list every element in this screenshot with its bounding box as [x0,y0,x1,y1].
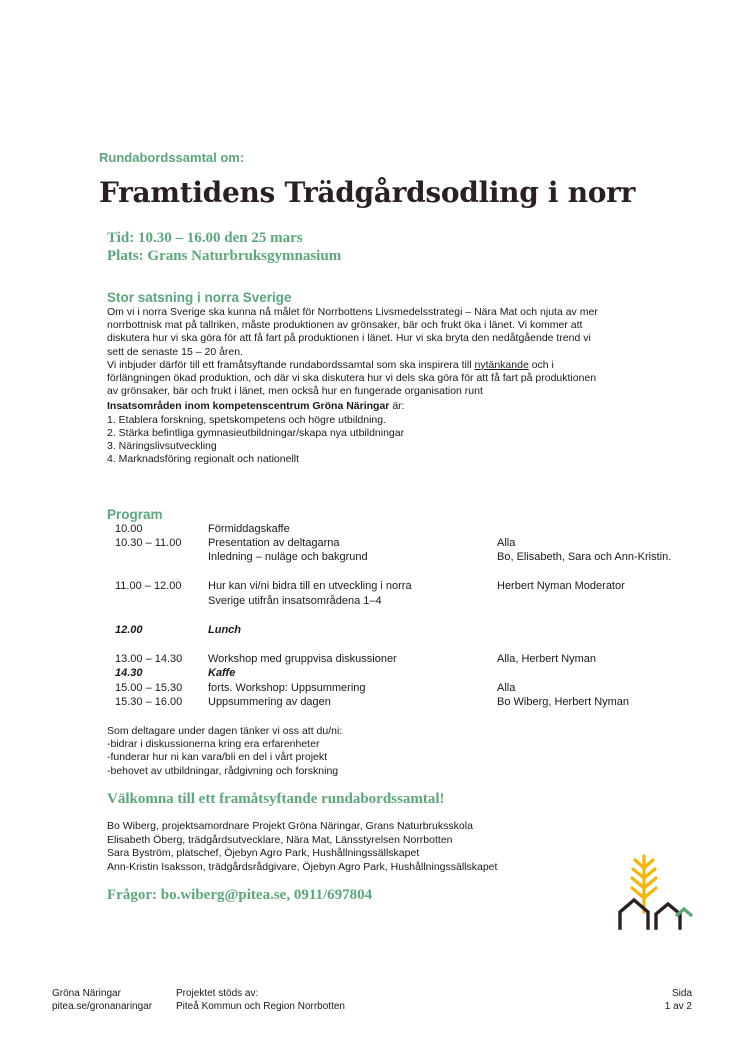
focus-bold: Insatsområden inom kompetenscentrum Gröna Näringar [107,400,390,413]
organizer: Bo Wiberg, projektsamordnare Projekt Gröna Näringar, Grans Naturbruksskola [107,820,473,832]
wheat-houses-logo-icon [614,852,694,932]
program-activity: Inledning – nuläge och bakgrund [208,551,368,563]
footer-supporters: Piteå Kommun och Region Norrbotten [176,1000,345,1012]
program-activity: Förmiddagskaffe [208,523,290,535]
program-activity: Kaffe [208,667,236,679]
footer-org-name: Gröna Näringar [52,988,121,999]
expectations-item: -behovet av utbildningar, rådgivning och forskning [107,764,339,777]
page-title: Framtidens Trädgårdsodling i norr [99,176,636,209]
program-activity: Presentation av deltagarna [208,537,340,549]
focus-item: 2. Stärka befintliga gymnasieutbildningar/skapa nya utbildningar [107,426,405,439]
organizer: Ann-Kristin Isaksson, trädgårdsrådgivare, Öjebyn Agro Park, Hushållningssällskapet [107,860,498,873]
footer-page-number: 1 av 2 [664,1000,692,1012]
program-activity: Hur kan vi/ni bidra till en utveckling i norra [208,580,412,592]
intro-p2-start: Vi inbjuder därför till ett framåtsyftande rundabordssamtal som ska inspirera till [107,358,475,371]
intro-p2-end: och i förlängningen ökad produktion, och där vi ska diskutera hur vi dels ska göra för att få fart på produktionen av grönsaker, bär och frukt i länet, men också hur en fungerade organisation runt [107,358,597,398]
program-who: Alla [497,537,516,549]
program-who: Bo Wiberg, Herbert Nyman [497,696,630,708]
organizer: Elisabeth Öberg, trädgårdsutvecklare, Nära Mat, Länsstyrelsen Norrbotten [107,833,453,846]
program-activity: Uppsummering av dagen [208,696,331,708]
program-time: 15.00 – 15.30 [115,682,183,694]
welcome-heading: Välkomna till ett framåtsyftande rundabordssamtal! [107,791,445,807]
organizer: Sara Byström, platschef, Öjebyn Agro Park, Hushållningssällskapet [107,847,420,860]
program-activity: Sverige utifrån insatsområdena 1–4 [208,595,382,607]
program-who: Bo, Elisabeth, Sara och Ann-Kristin. [497,551,672,563]
focus-item: 1. Etablera forskning, spetskompetens och högre utbildning. [107,413,387,426]
footer-org [52,988,152,1013]
intro-body [107,306,607,466]
program-time: 13.00 – 14.30 [115,653,183,665]
footer-page [665,988,692,1013]
focus-item: 3. Näringslivsutveckling [107,440,217,453]
program-time: 11.00 – 12.00 [115,580,182,592]
contact-line: Frågor: bo.wiberg@pitea.se, 0911/697804 [107,887,373,903]
focus-rest: är: [389,400,405,413]
event-time: Tid: 10.30 – 16.00 den 25 mars [107,230,303,246]
organizers-list [107,820,497,874]
kicker-text: Rundabordssamtal om: [99,150,245,165]
program-who: Alla [497,682,516,694]
program-time: 12.00 [115,624,143,636]
focus-item: 4. Marknadsföring regionalt och nationellt [107,453,300,466]
intro-heading: Stor satsning i norra Sverige [107,290,292,305]
intro-p2-underlined: nytänkande [474,358,529,371]
program-who: Herbert Nyman Moderator [497,580,625,592]
intro-paragraph-1: Om vi i norra Sverige ska kunna nå målet för Norrbottens Livsmedelsstrategi – Nära Mat och njuta av mer norrbottnisk mat på tallriken, måste produktionen av grönsaker, bär och frukt öka i länet. Vi kommer att diskutera hur vi ska göra för att få fart på produktionen i länet. Hur vi ska bryta den nedåtgående trend vi sett de senaste 15 – 20 åren. [107,306,598,358]
expectations-item: -funderar hur ni kan vara/bli en del i vårt projekt [107,751,328,764]
footer-page-label: Sida [671,988,692,999]
intro-paragraph-2 [107,359,607,399]
expectations-item: -bidrar i diskussionerna kring era erfarenheter [107,738,320,751]
footer-url[interactable]: pitea.se/gronanaringar [52,1000,153,1012]
footer-support-label: Projektet stöds av: [176,988,259,999]
focus-intro [107,400,607,413]
program-activity: Workshop med gruppvisa diskussioner [208,653,397,665]
program-time: 15.30 – 16.00 [115,696,183,708]
event-details [107,229,341,265]
program-heading: Program [107,507,163,522]
program-time: 10.30 – 11.00 [115,537,182,549]
expectations [107,725,607,778]
program-time: 10.00 [115,523,143,535]
program-activity: Lunch [208,624,241,636]
event-place: Plats: Grans Naturbruksgymnasium [107,248,342,264]
program-who: Alla, Herbert Nyman [497,653,597,665]
footer-support [176,988,345,1013]
expectations-lead: Som deltagare under dagen tänker vi oss att du/ni: [107,725,343,737]
program-activity: forts. Workshop: Uppsummering [208,682,366,694]
program-time: 14.30 [115,667,143,679]
